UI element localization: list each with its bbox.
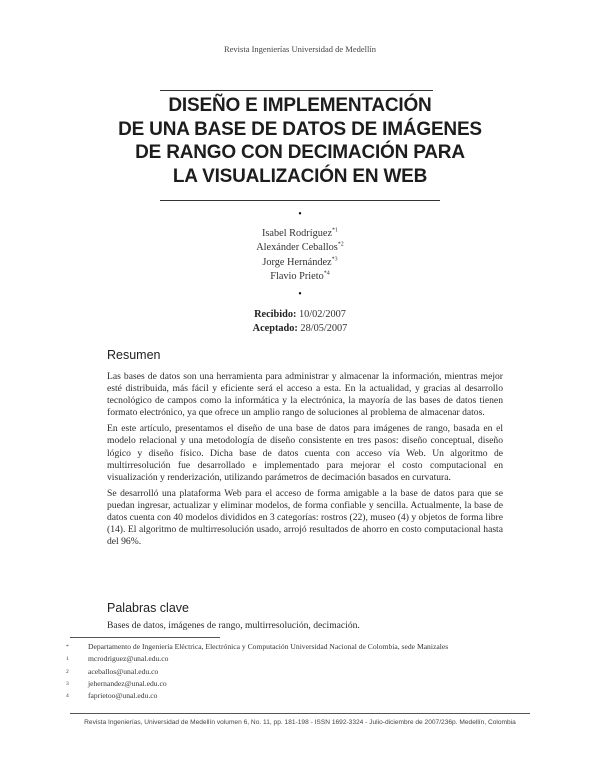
submission-dates <box>0 308 600 336</box>
footnote: 3 jehernandez@unal.edu.co <box>66 678 167 688</box>
abstract-heading: Resumen <box>107 348 161 362</box>
title-bottom-rule <box>160 200 440 201</box>
footer-rule <box>70 713 530 714</box>
abstract-paragraph: Las bases de datos son una herramienta para administrar y almacenar la información, mientras mejor esté distribuida, más fácil y eficiente será el acceso a esta. En la actualidad, y gracias al desarrollo tecnológico de campos como la informática y la electrónica, la mayoría de las bases de datos tienen formato electrónico, ya que ofrece un amplio rango de soluciones al problema de almacenar datos. <box>107 371 503 419</box>
author: Jorge Hernández$^{*3}$ <box>262 256 338 268</box>
author-list <box>0 227 600 285</box>
paper-title <box>100 94 500 188</box>
abstract-body <box>107 371 503 552</box>
received-date: Recibido: 10/02/2007 <box>254 309 346 320</box>
footnote: 4 faprietoo@unal.edu.co <box>66 691 158 701</box>
keywords-heading: Palabras clave <box>107 601 189 615</box>
footnote: 2 aceballos@unal.edu.co <box>66 666 159 676</box>
separator-bullet: • <box>298 289 302 300</box>
title-top-rule <box>160 90 433 91</box>
title-line: DE RANGO CON DECIMACIÓN PARA <box>135 142 465 163</box>
abstract-paragraph: Se desarrolló una plataforma Web para el acceso de forma amigable a la base de datos para que se puedan ingresar, actualizar y eliminar modelos, de forma confiable y sencilla. Actualmente, la base de datos cuenta con 40 modelos divididos en 3 categorías: rostros (22), museo (4) y objetos de forma libre (14). El algoritmo de multirresolución usado, arrojó resultados de ahorro en costo computacional hasta del 96%. <box>107 487 503 548</box>
accepted-date: Aceptado: 28/05/2007 <box>252 323 348 334</box>
abstract-paragraph: En este artículo, presentamos el diseño de una base de datos para imágenes de rango, basada en el modelo relacional y una metodología de diseño consistente en tres pasos: diseño conceptual, diseño lógico y diseño físico. Dicha base de datos cuenta con acceso vía Web. Un algoritmo de multirresolución fue desarrollado e implementado para mejorar el costo computacional en visualización y renderización, utilizando parámetros de decimación basados en curvatura. <box>107 423 503 483</box>
title-line: DE UNA BASE DE DATOS DE IMÁGENES <box>118 118 482 140</box>
footnotes <box>66 641 536 702</box>
footnote: 1 mcrodriguez@unal.edu.co <box>66 654 169 664</box>
title-line: LA VISUALIZACIÓN EN WEB <box>172 165 428 187</box>
author: Flavio Prieto$^{*4}$ <box>270 270 330 283</box>
keywords-text: Bases de datos, imágenes de rango, multirresolución, decimación. <box>107 620 360 631</box>
separator-bullet: • <box>298 209 302 220</box>
author: Isabel Rodríguez$^{*1}$ <box>261 227 339 239</box>
title-line: DISEÑO E IMPLEMENTACIÓN <box>168 95 432 116</box>
author: Alexánder Ceballos$^{*2}$ <box>256 241 344 254</box>
journal-footer: Revista Ingenierías, Universidad de Medellín volumen 6, No. 11, pp. 181-198 - ISSN 1692-3324 - Julio-diciembre de 2007/236p. Medellín, Colombia <box>84 719 516 726</box>
footnote-rule <box>70 637 220 638</box>
footnote: * Departamento de Ingeniería Eléctrica, Electrónica y Computación Universidad Nacional de Colombia, sede Manizales <box>66 642 449 651</box>
running-head: Revista Ingenierías Universidad de Medellín <box>223 44 376 54</box>
